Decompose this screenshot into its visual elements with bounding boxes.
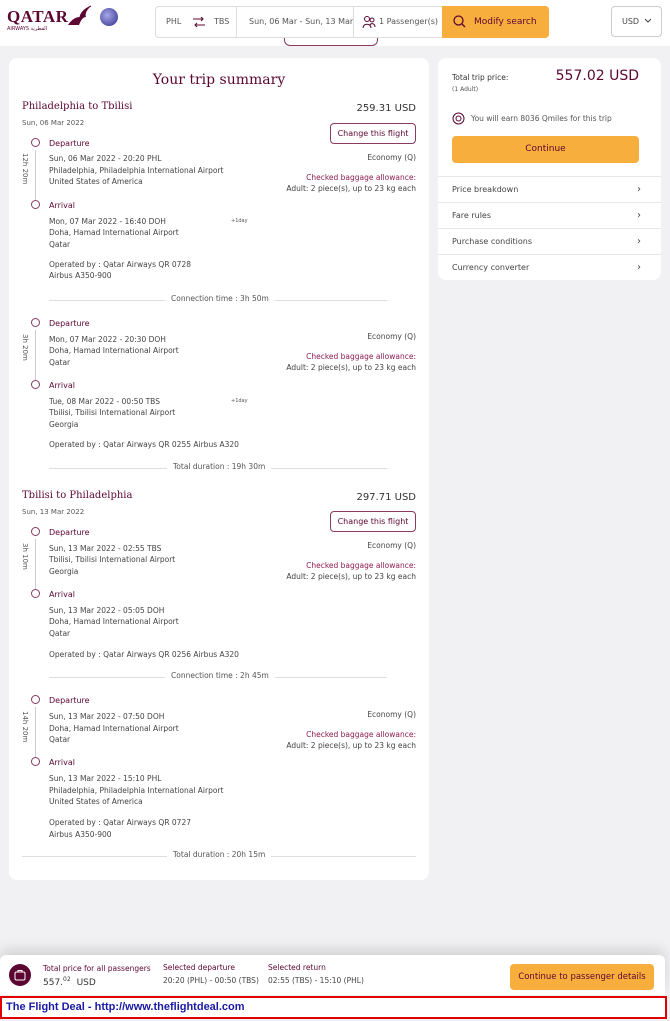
segment-line: [35, 707, 36, 757]
arrival-airport: Doha, Hamad International Airport: [49, 228, 179, 237]
outbound-date: Sun, 06 Mar 2022: [22, 119, 85, 127]
departure-marker-icon: [31, 138, 40, 147]
departure-time: Sun, 06 Mar 2022 - 20:20 PHL: [49, 154, 162, 163]
currency-converter-link[interactable]: [438, 254, 661, 279]
baggage-label: Checked baggage allowance:: [306, 730, 416, 739]
cart-icon: [9, 964, 31, 986]
trip-summary-card: [9, 58, 429, 880]
purchase-conditions-label: Purchase conditions: [452, 237, 533, 246]
total-duration: Total duration : 20h 15m: [167, 850, 271, 859]
departure-airport: Doha, Hamad International Airport: [49, 724, 179, 733]
aircraft-type: Airbus A350-900: [49, 830, 112, 839]
departure-label: Departure: [49, 696, 90, 705]
baggage-label: Checked baggage allowance:: [306, 352, 416, 361]
total-price-label: Total trip price:: [452, 73, 509, 82]
arrival-time: Tue, 08 Mar 2022 - 00:50 TBS: [49, 397, 160, 406]
chevron-right-icon: ›: [637, 210, 641, 221]
searchbar-divider: [353, 7, 354, 37]
departure-time: Mon, 07 Mar 2022 - 20:30 DOH: [49, 335, 166, 344]
baggage-value: Adult: 2 piece(s), up to 23 kg each: [286, 572, 416, 581]
baggage-label: Checked baggage allowance:: [306, 173, 416, 182]
modify-search-button[interactable]: [442, 6, 549, 38]
footer-price-main: 557.: [43, 978, 64, 988]
segment-duration: 14h 20m: [21, 711, 29, 743]
departure-marker-icon: [31, 527, 40, 536]
selected-return-value: 02:55 (TBS) - 15:10 (PHL): [268, 976, 364, 985]
aircraft-type: Airbus A350-900: [49, 271, 112, 280]
searchbar-divider: [236, 7, 237, 37]
footer-price-cents: 02: [63, 976, 71, 983]
segment-duration: 3h 20m: [21, 334, 29, 361]
departure-marker-icon: [31, 695, 40, 704]
inbound-route-title: Tbilisi to Philadelphia: [22, 490, 133, 501]
operated-by: Operated by : Qatar Airways QR 0727: [49, 818, 191, 827]
qatar-logo-text[interactable]: QATAR: [7, 7, 69, 26]
segment-duration: 3h 10m: [21, 543, 29, 570]
price-breakdown-label: Price breakdown: [452, 185, 519, 194]
arrival-airport: Doha, Hamad International Airport: [49, 617, 179, 626]
connection-time: Connection time : 3h 50m: [165, 294, 275, 303]
chevron-right-icon: ›: [637, 184, 641, 195]
inbound-date: Sun, 13 Mar 2022: [22, 508, 85, 516]
origin-code[interactable]: PHL: [166, 17, 182, 26]
price-breakdown-link[interactable]: [438, 176, 661, 201]
cabin-class: Economy (Q): [367, 153, 416, 162]
departure-label: Departure: [49, 319, 90, 328]
arrival-country: Qatar: [49, 240, 71, 249]
departure-country: Georgia: [49, 567, 79, 576]
next-day-badge: +1day: [231, 218, 248, 224]
footer-total-label: Total price for all passengers: [43, 964, 151, 973]
departure-airport: Philadelphia, Philadelphia International Airport: [49, 166, 224, 175]
cabin-class: Economy (Q): [367, 710, 416, 719]
selected-return-label: Selected return: [268, 963, 326, 972]
tab-indicator: [284, 38, 378, 46]
arrival-airport: Philadelphia, Philadelphia International Airport: [49, 786, 224, 795]
selected-departure-value: 20:20 (PHL) - 00:50 (TBS): [163, 976, 259, 985]
departure-country: United States of America: [49, 177, 143, 186]
departure-country: Qatar: [49, 358, 71, 367]
arrival-airport: Tbilisi, Tbilisi International Airport: [49, 408, 176, 417]
arrival-time: Mon, 07 Mar 2022 - 16:40 DOH: [49, 217, 166, 226]
arrival-country: Georgia: [49, 420, 79, 429]
flight-deal-banner[interactable]: The Flight Deal - http://www.theflightdeal.com: [0, 996, 667, 1019]
baggage-value: Adult: 2 piece(s), up to 23 kg each: [286, 363, 416, 372]
segment-duration: 12h 20m: [21, 153, 29, 185]
change-outbound-flight-button[interactable]: Change this flight: [330, 123, 416, 144]
adult-count: (1 Adult): [452, 86, 479, 93]
segment-line: [35, 150, 36, 200]
fare-rules-label: Fare rules: [452, 211, 492, 220]
arrival-marker-icon: [31, 757, 40, 766]
passengers-icon: [362, 15, 376, 29]
arrival-time: Sun, 13 Mar 2022 - 05:05 DOH: [49, 606, 165, 615]
swap-route-icon[interactable]: [192, 16, 206, 28]
travel-dates[interactable]: Sun, 06 Mar - Sun, 13 Mar: [249, 17, 354, 26]
departure-marker-icon: [31, 318, 40, 327]
oneworld-logo-icon: [100, 8, 118, 26]
destination-code[interactable]: TBS: [214, 17, 230, 26]
departure-airport: Doha, Hamad International Airport: [49, 346, 179, 355]
arrival-label: Arrival: [49, 758, 75, 767]
connection-time: Connection time : 2h 45m: [165, 671, 275, 680]
operated-by: Operated by : Qatar Airways QR 0728: [49, 260, 191, 269]
arrival-label: Arrival: [49, 381, 75, 390]
operated-by: Operated by : Qatar Airways QR 0255 Airbus A320: [49, 440, 239, 449]
arrival-marker-icon: [31, 200, 40, 209]
departure-airport: Tbilisi, Tbilisi International Airport: [49, 555, 176, 564]
baggage-label: Checked baggage allowance:: [306, 561, 416, 570]
arrival-country: United States of America: [49, 797, 143, 806]
baggage-value: Adult: 2 piece(s), up to 23 kg each: [286, 741, 416, 750]
arrival-country: Qatar: [49, 629, 71, 638]
price-summary-panel: [438, 58, 661, 280]
total-price-value: 557.02 USD: [555, 68, 639, 84]
arrival-time: Sun, 13 Mar 2022 - 15:10 PHL: [49, 774, 162, 783]
departure-label: Departure: [49, 528, 90, 537]
change-inbound-flight-button[interactable]: Change this flight: [330, 511, 416, 532]
qmiles-icon: [452, 112, 465, 125]
fare-rules-link[interactable]: [438, 202, 661, 227]
operated-by: Operated by : Qatar Airways QR 0256 Airbus A320: [49, 650, 239, 659]
currency-value: USD: [622, 17, 640, 26]
inbound-price: 297.71 USD: [356, 492, 416, 503]
sticky-footer-bar: [0, 955, 665, 995]
cabin-class: Economy (Q): [367, 541, 416, 550]
footer-price-currency: USD: [76, 978, 96, 988]
cabin-class: Economy (Q): [367, 332, 416, 341]
segment-line: [35, 539, 36, 589]
departure-time: Sun, 13 Mar 2022 - 07:50 DOH: [49, 712, 165, 721]
total-duration: Total duration : 19h 30m: [167, 462, 271, 471]
qatar-logo-subtext: AIRWAYS القطرية: [7, 26, 48, 32]
segment-line: [35, 330, 36, 380]
arrival-marker-icon: [31, 589, 40, 598]
footer-total-price: [43, 976, 96, 988]
baggage-value: Adult: 2 piece(s), up to 23 kg each: [286, 184, 416, 193]
departure-time: Sun, 13 Mar 2022 - 02:55 TBS: [49, 544, 162, 553]
passenger-count[interactable]: 1 Passenger(s): [379, 17, 439, 26]
modify-search-label: Modify search: [474, 17, 537, 27]
departure-country: Qatar: [49, 735, 71, 744]
qmiles-text: You will earn 8036 Qmiles for this trip: [471, 114, 612, 123]
currency-select[interactable]: [611, 6, 662, 37]
currency-converter-label: Currency converter: [452, 263, 530, 272]
chevron-right-icon: ›: [637, 262, 641, 273]
next-day-badge: +1day: [231, 398, 248, 404]
arrival-label: Arrival: [49, 590, 75, 599]
purchase-conditions-link[interactable]: [438, 228, 661, 253]
departure-label: Departure: [49, 139, 90, 148]
search-icon: [453, 15, 466, 28]
continue-button[interactable]: Continue: [452, 136, 639, 163]
chevron-down-icon: [644, 18, 652, 24]
oryx-logo-icon: [66, 5, 92, 27]
continue-to-passenger-details-button[interactable]: Continue to passenger details: [510, 964, 654, 990]
page-title: Your trip summary: [152, 72, 286, 88]
suitcase-icon: [14, 969, 26, 981]
chevron-right-icon: ›: [637, 236, 641, 247]
outbound-price: 259.31 USD: [356, 103, 416, 114]
outbound-route-title: Philadelphia to Tbilisi: [22, 101, 133, 112]
arrival-marker-icon: [31, 380, 40, 389]
selected-departure-label: Selected departure: [163, 963, 235, 972]
arrival-label: Arrival: [49, 201, 75, 210]
